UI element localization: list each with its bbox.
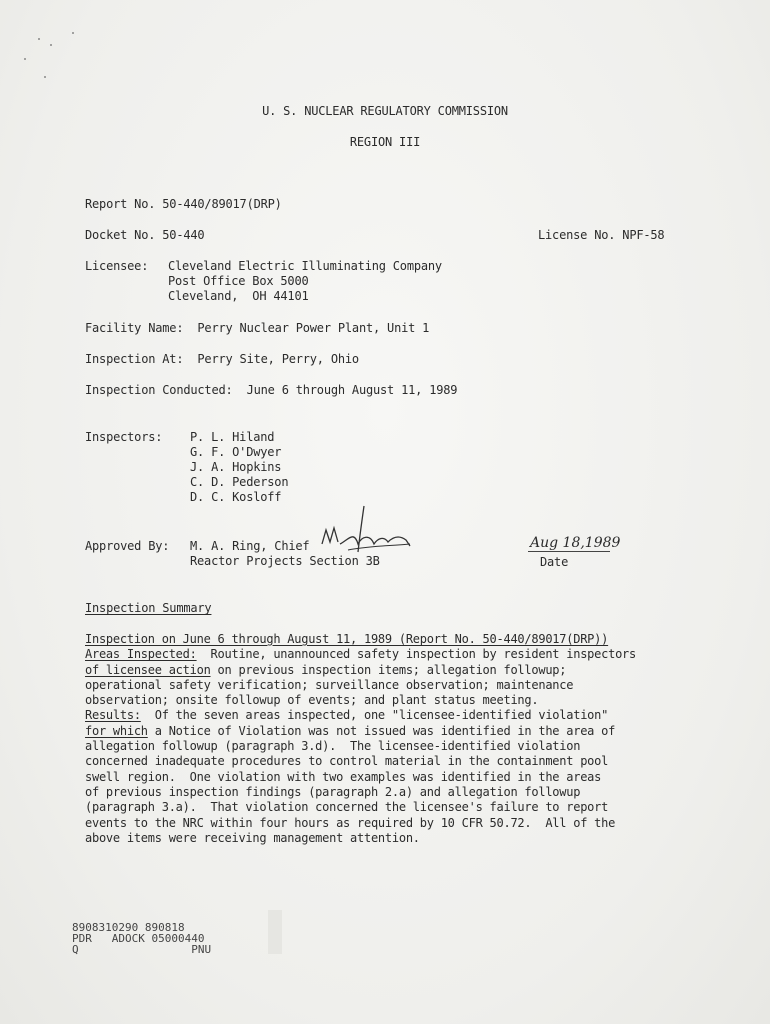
areas-text: on previous inspection items; allegation followup; [210,662,567,677]
stamp-line: PDR ADOCK 05000440 [72,932,205,945]
scan-speck [24,58,26,60]
inspector-name: C. D. Pederson [190,475,289,489]
results-text: a Notice of Violation was not issued was identified in the area of [147,723,616,738]
results-line: of previous inspection findings (paragraph 2.a) and allegation followup [85,784,581,799]
results-text-underlined: for which [85,723,148,738]
agency-title: U. S. NUCLEAR REGULATORY COMMISSION [262,104,508,118]
results-line [85,708,685,723]
signature-mark [318,500,418,560]
areas-line: operational safety verification; surveillance observation; maintenance [85,677,574,692]
licensee-label: Licensee: [85,259,149,273]
report-number: Report No. 50-440/89017(DRP) [85,197,282,211]
areas-line: observation; onsite followup of events; and plant status meeting. [85,693,539,708]
results-line: swell region. One violation with two examples was identified in the areas [85,769,602,784]
inspection-conducted: Inspection Conducted: June 6 through August 11, 1989 [85,383,458,397]
results-line [85,724,685,739]
results-line: allegation followup (paragraph 3.d). The licensee-identified violation [85,739,581,754]
inspector-name: D. C. Kosloff [190,490,282,504]
inspector-name: J. A. Hopkins [190,460,282,474]
results-line: concerned inadequate procedures to control material in the containment pool [85,754,609,769]
inspection-date-line: Inspection on June 6 through August 11, 1989 (Report No. 50-440/89017(DRP)) [85,632,609,646]
scan-smudge [268,910,282,954]
inspector-name: G. F. O'Dwyer [190,445,282,459]
scan-speck [50,44,52,46]
inspection-at: Inspection At: Perry Site, Perry, Ohio [85,352,359,366]
licensee-address-line: Post Office Box 5000 [168,274,309,288]
handwritten-date: Aug 18,1989 [530,535,621,551]
areas-label: Areas Inspected: [85,647,197,662]
scan-speck [72,32,74,34]
results-line: (paragraph 3.a). That violation concerned the licensee's failure to report [85,800,609,815]
licensee-city-line: Cleveland, OH 44101 [168,289,309,303]
scan-speck [44,76,46,78]
scan-speck [38,38,40,40]
approved-by-label: Approved By: [85,539,170,553]
date-label: Date [540,555,569,569]
approver-name: M. A. Ring, Chief [190,539,310,553]
results-line: above items were receiving management attention. [85,830,420,845]
areas-text-underlined: of licensee action [85,662,211,677]
licensee-name: Cleveland Electric Illuminating Company [168,259,442,273]
facility-name: Facility Name: Perry Nuclear Power Plant, Unit 1 [85,321,430,335]
date-line [528,551,610,552]
summary-body [85,632,685,846]
stamp-line: 8908310290 890818 [72,921,185,934]
stamp-line: Q PNU [72,943,212,956]
docket-number: Docket No. 50-440 [85,228,205,242]
region-title: REGION III [349,135,421,149]
results-text: Of the seven areas inspected, one "licensee-identified violation" [140,708,609,723]
summary-heading: Inspection Summary [85,601,212,615]
license-number: License No. NPF-58 [538,228,665,242]
areas-line [85,663,685,678]
inspector-name: P. L. Hiland [190,430,275,444]
areas-line [85,647,685,662]
approver-section: Reactor Projects Section 3B [190,554,380,568]
areas-text: Routine, unannounced safety inspection by resident inspectors [196,647,636,662]
results-label: Results: [85,708,141,723]
accession-stamp [72,922,211,955]
results-line: events to the NRC within four hours as required by 10 CFR 50.72. All of the [85,815,616,830]
inspectors-label: Inspectors: [85,430,163,444]
